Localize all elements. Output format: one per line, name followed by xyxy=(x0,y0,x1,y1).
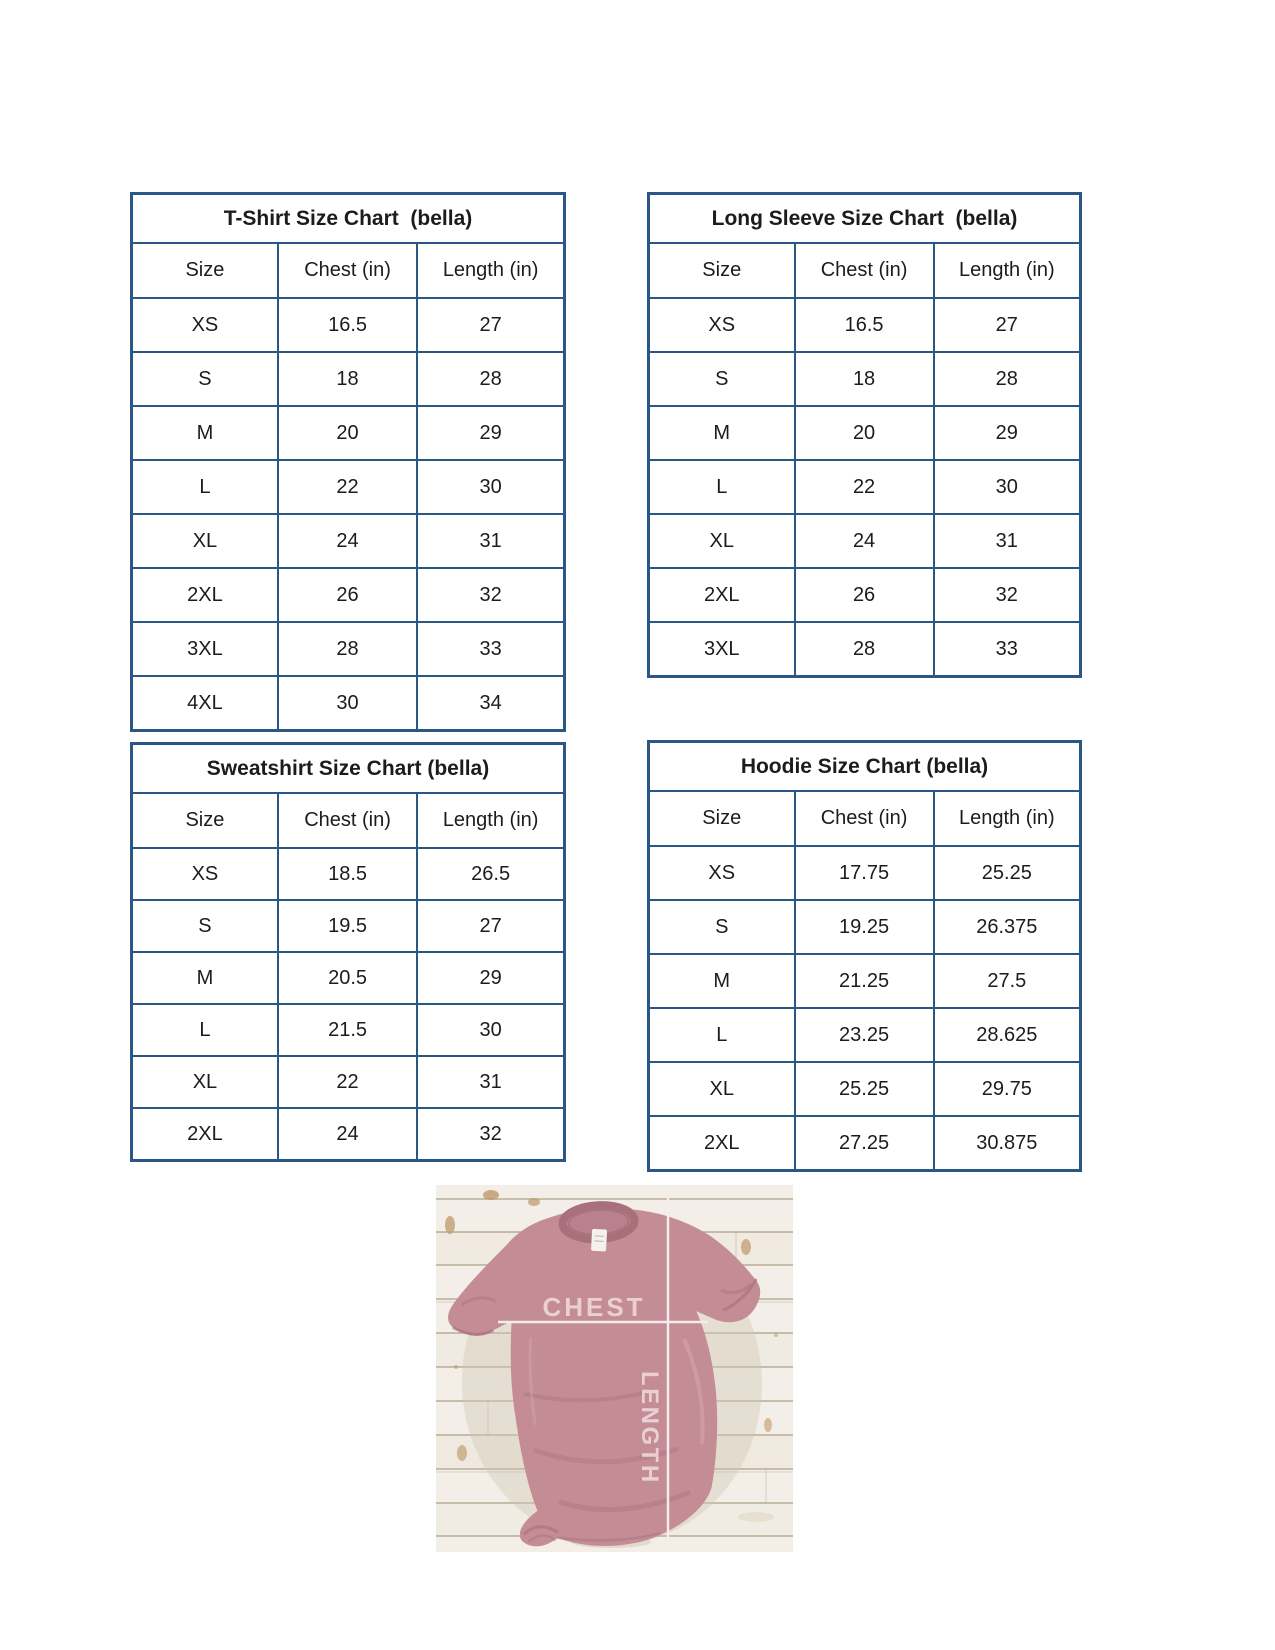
column-header: Chest (in) xyxy=(278,793,417,848)
size-cell: 27.25 xyxy=(795,1116,934,1171)
size-cell: 29 xyxy=(934,406,1081,460)
size-cell: L xyxy=(649,1008,795,1062)
size-row xyxy=(649,568,1081,622)
size-cell: 24 xyxy=(795,514,934,568)
size-cell: 29.75 xyxy=(934,1062,1081,1116)
column-header: Size xyxy=(132,793,278,848)
table-title: Long Sleeve Size Chart (bella) xyxy=(649,194,1081,244)
size-cell: L xyxy=(132,460,278,514)
chest-label: CHEST xyxy=(542,1292,646,1322)
size-cell: 2XL xyxy=(649,1116,795,1171)
size-row xyxy=(132,568,565,622)
column-header: Chest (in) xyxy=(795,243,934,298)
size-cell: 23.25 xyxy=(795,1008,934,1062)
table-title-row xyxy=(132,744,565,794)
size-cell: XS xyxy=(649,298,795,352)
size-row xyxy=(649,352,1081,406)
size-cell: 3XL xyxy=(649,622,795,677)
size-cell: 20.5 xyxy=(278,952,417,1004)
header-row xyxy=(132,793,565,848)
size-row xyxy=(649,900,1081,954)
size-cell: 34 xyxy=(417,676,564,731)
size-cell: 29 xyxy=(417,406,564,460)
size-row xyxy=(649,954,1081,1008)
size-row xyxy=(649,846,1081,900)
column-header: Length (in) xyxy=(934,243,1081,298)
size-cell: 22 xyxy=(795,460,934,514)
tshirt-photo-svg xyxy=(436,1185,793,1552)
table-title: T-Shirt Size Chart (bella) xyxy=(132,194,565,244)
size-cell: 25.25 xyxy=(934,846,1081,900)
size-cell: 21.5 xyxy=(278,1004,417,1056)
size-cell: 30.875 xyxy=(934,1116,1081,1171)
size-cell: 20 xyxy=(795,406,934,460)
size-cell: 26.5 xyxy=(417,848,564,900)
size-cell: 30 xyxy=(417,460,564,514)
column-header: Length (in) xyxy=(417,793,564,848)
size-cell: 29 xyxy=(417,952,564,1004)
size-row xyxy=(132,1004,565,1056)
size-cell: 18.5 xyxy=(278,848,417,900)
table-title: Sweatshirt Size Chart (bella) xyxy=(132,744,565,794)
size-cell: 33 xyxy=(934,622,1081,677)
size-cell: 4XL xyxy=(132,676,278,731)
size-cell: 26 xyxy=(795,568,934,622)
size-cell: 3XL xyxy=(132,622,278,676)
header-row xyxy=(649,791,1081,846)
size-row xyxy=(649,406,1081,460)
long-sleeve-size-chart xyxy=(647,192,1082,678)
header-row xyxy=(132,243,565,298)
size-row xyxy=(132,622,565,676)
size-cell: 27 xyxy=(934,298,1081,352)
brand-tag xyxy=(591,1229,607,1252)
size-cell: 27 xyxy=(417,298,564,352)
size-row xyxy=(132,676,565,731)
size-row xyxy=(649,1008,1081,1062)
size-row xyxy=(132,460,565,514)
size-cell: 27 xyxy=(417,900,564,952)
size-cell: M xyxy=(649,406,795,460)
column-header: Chest (in) xyxy=(278,243,417,298)
size-cell: 24 xyxy=(278,1108,417,1161)
size-cell: 30 xyxy=(278,676,417,731)
size-cell: 24 xyxy=(278,514,417,568)
size-cell: M xyxy=(132,952,278,1004)
size-cell: 22 xyxy=(278,460,417,514)
size-cell: 26.375 xyxy=(934,900,1081,954)
size-cell: 2XL xyxy=(132,1108,278,1161)
size-cell: XL xyxy=(132,1056,278,1108)
size-cell: XS xyxy=(649,846,795,900)
size-row xyxy=(649,298,1081,352)
size-row xyxy=(132,952,565,1004)
size-cell: XS xyxy=(132,848,278,900)
size-cell: 21.25 xyxy=(795,954,934,1008)
size-row xyxy=(132,514,565,568)
size-row xyxy=(649,622,1081,677)
size-cell: 16.5 xyxy=(795,298,934,352)
size-cell: M xyxy=(132,406,278,460)
column-header: Chest (in) xyxy=(795,791,934,846)
size-cell: 22 xyxy=(278,1056,417,1108)
size-cell: S xyxy=(649,352,795,406)
size-row xyxy=(132,298,565,352)
size-cell: 28 xyxy=(934,352,1081,406)
size-cell: XS xyxy=(132,298,278,352)
size-cell: 31 xyxy=(417,1056,564,1108)
table-title: Hoodie Size Chart (bella) xyxy=(649,742,1081,792)
column-header: Size xyxy=(132,243,278,298)
size-cell: XL xyxy=(649,514,795,568)
size-row xyxy=(132,848,565,900)
size-cell: 19.5 xyxy=(278,900,417,952)
size-cell: S xyxy=(132,352,278,406)
size-row xyxy=(132,352,565,406)
size-row xyxy=(649,1116,1081,1171)
size-row xyxy=(132,900,565,952)
size-cell: 26 xyxy=(278,568,417,622)
size-cell: 28.625 xyxy=(934,1008,1081,1062)
length-label: LENGTH xyxy=(636,1371,663,1485)
size-cell: L xyxy=(649,460,795,514)
size-cell: 25.25 xyxy=(795,1062,934,1116)
size-cell: S xyxy=(649,900,795,954)
sweatshirt-table-grid xyxy=(130,742,566,1162)
size-cell: 30 xyxy=(417,1004,564,1056)
size-cell: 32 xyxy=(417,568,564,622)
table-title-row xyxy=(132,194,565,244)
tshirt-size-chart xyxy=(130,192,566,732)
sweatshirt-size-chart xyxy=(130,742,566,1162)
size-cell: M xyxy=(649,954,795,1008)
column-header: Length (in) xyxy=(934,791,1081,846)
column-header: Size xyxy=(649,791,795,846)
size-row xyxy=(132,1108,565,1161)
size-row xyxy=(132,1056,565,1108)
size-row xyxy=(649,514,1081,568)
size-cell: 33 xyxy=(417,622,564,676)
size-row xyxy=(649,460,1081,514)
hoodie-table-grid xyxy=(647,740,1082,1172)
size-cell: XL xyxy=(649,1062,795,1116)
tshirt-table-grid xyxy=(130,192,566,732)
size-cell: 32 xyxy=(417,1108,564,1161)
long-sleeve-table-grid xyxy=(647,192,1082,678)
size-row xyxy=(132,406,565,460)
size-cell: 28 xyxy=(795,622,934,677)
size-cell: 31 xyxy=(934,514,1081,568)
table-title-row xyxy=(649,742,1081,792)
size-cell: 32 xyxy=(934,568,1081,622)
size-cell: 20 xyxy=(278,406,417,460)
column-header: Size xyxy=(649,243,795,298)
tshirt-measurement-photo xyxy=(436,1185,793,1552)
size-cell: 17.75 xyxy=(795,846,934,900)
size-cell: L xyxy=(132,1004,278,1056)
size-cell: 16.5 xyxy=(278,298,417,352)
size-cell: 28 xyxy=(278,622,417,676)
size-row xyxy=(649,1062,1081,1116)
size-cell: XL xyxy=(132,514,278,568)
size-cell: 2XL xyxy=(132,568,278,622)
hoodie-size-chart xyxy=(647,740,1082,1172)
size-cell: 18 xyxy=(278,352,417,406)
size-cell: 30 xyxy=(934,460,1081,514)
header-row xyxy=(649,243,1081,298)
size-cell: 27.5 xyxy=(934,954,1081,1008)
size-cell: 18 xyxy=(795,352,934,406)
size-cell: 2XL xyxy=(649,568,795,622)
column-header: Length (in) xyxy=(417,243,564,298)
size-cell: 31 xyxy=(417,514,564,568)
size-cell: 19.25 xyxy=(795,900,934,954)
table-title-row xyxy=(649,194,1081,244)
size-cell: S xyxy=(132,900,278,952)
size-cell: 28 xyxy=(417,352,564,406)
